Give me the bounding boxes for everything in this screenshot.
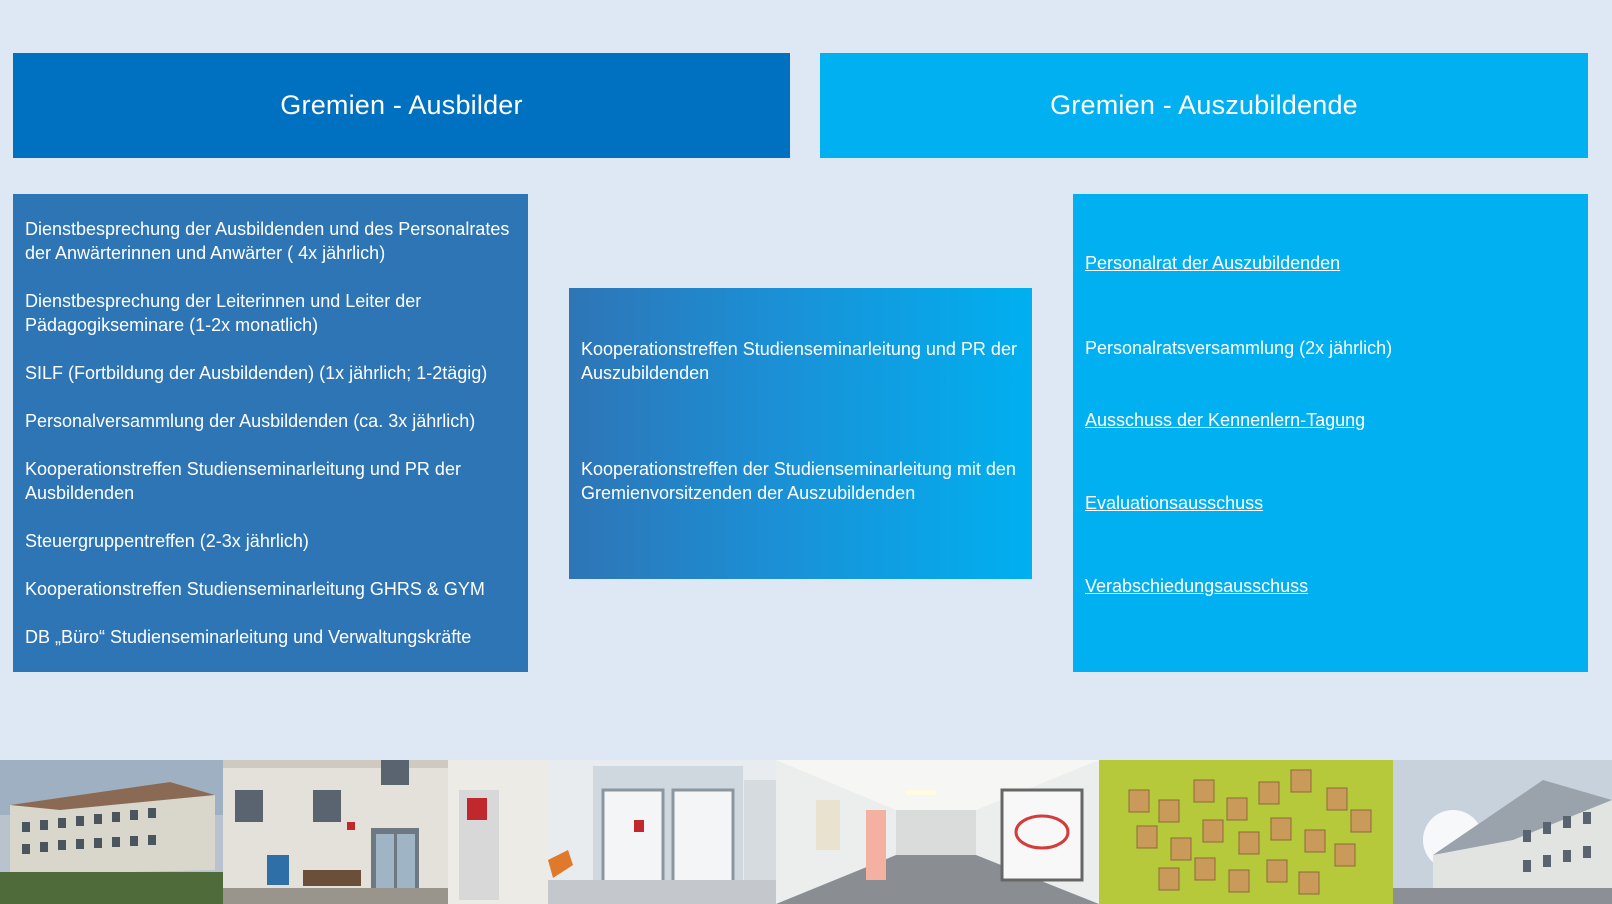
ausbilder-gremien-list <box>13 194 528 672</box>
list-item: Dienstbesprechung der Leiterinnen und Leiter der Pädagogikseminare (1-2x monatlich) <box>25 291 422 335</box>
glass-door-photo <box>548 760 776 904</box>
list-item: Personalversammlung der Ausbildenden (ca. 3x jährlich) <box>25 411 476 431</box>
header-ausbilder-title: Gremien - Ausbilder <box>280 90 523 120</box>
hallway-photo <box>776 760 1099 904</box>
header-auszubildende-title: Gremien - Auszubildende <box>1050 90 1358 120</box>
personalrat-link[interactable]: Personalrat der Auszubildenden <box>1085 253 1341 273</box>
list-item: Steuergruppentreffen (2-3x jährlich) <box>25 531 309 551</box>
kooperation-gremien-list <box>569 288 1032 579</box>
building-sun-photo <box>1393 760 1612 904</box>
kennenlern-tagung-link[interactable]: Ausschuss der Kennenlern-Tagung <box>1085 410 1366 430</box>
list-item: Kooperationstreffen der Studienseminarleitung mit den Gremienvorsitzenden der Auszubildenden <box>581 459 1016 503</box>
list-item: Personalratsversammlung (2x jährlich) <box>1085 338 1393 358</box>
list-item: SILF (Fortbildung der Ausbildenden) (1x jährlich; 1-2tägig) <box>25 363 488 383</box>
photo-strip <box>0 760 1612 904</box>
header-auszubildende <box>820 53 1588 158</box>
evaluationsausschuss-link[interactable]: Evaluationsausschuss <box>1085 493 1264 513</box>
list-item: Kooperationstreffen Studienseminarleitung und PR der Ausbildenden <box>25 459 461 503</box>
list-item: Dienstbesprechung der Ausbildenden und des Personalrates der Anwärterinnen und Anwärter ( 4x jährlich) <box>25 219 510 263</box>
list-item: DB „Büro“ Studienseminarleitung und Verwaltungskräfte <box>25 627 472 647</box>
verabschiedungsausschuss-link[interactable]: Verabschiedungsausschuss <box>1085 576 1309 596</box>
entrance-photo <box>223 760 548 904</box>
photo-wall-photo <box>1099 760 1393 904</box>
list-item: Kooperationstreffen Studienseminarleitung GHRS & GYM <box>25 579 485 599</box>
header-ausbilder <box>13 53 790 158</box>
auszubildende-gremien-list <box>1073 194 1588 672</box>
building-exterior-photo <box>0 760 223 904</box>
list-item: Kooperationstreffen Studienseminarleitung und PR der Auszubildenden <box>581 339 1017 383</box>
